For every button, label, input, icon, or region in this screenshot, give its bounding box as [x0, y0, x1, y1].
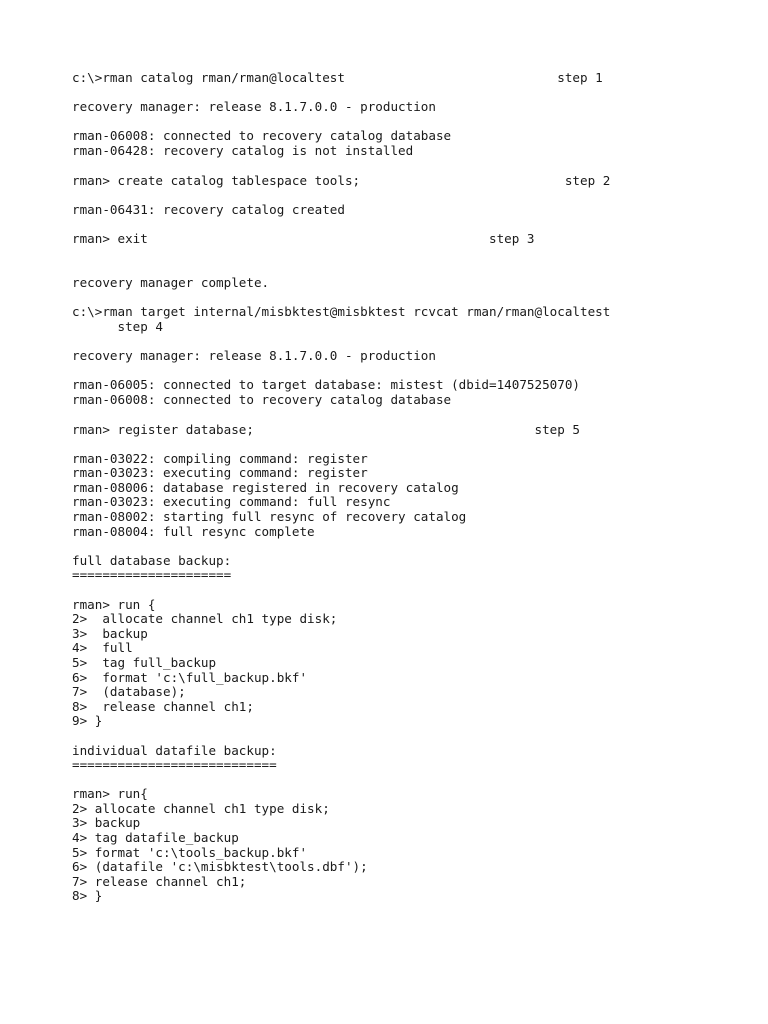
script-line: 5> format 'c:\tools_backup.bkf' — [72, 845, 308, 860]
command-line: rman> register database; step 5 — [72, 422, 580, 437]
script-line: 5> tag full_backup — [72, 655, 217, 670]
output-line: rman-06008: connected to recovery catalog database — [72, 128, 452, 143]
script-line: 3> backup — [72, 815, 141, 830]
script-line: 3> backup — [72, 626, 148, 641]
output-line: rman-03023: executing command: register — [72, 465, 368, 480]
script-line: 6> (datafile 'c:\misbktest\tools.dbf'); — [72, 859, 368, 874]
script-line: 8> release channel ch1; — [72, 699, 254, 714]
section-heading: individual datafile backup: — [72, 743, 277, 758]
command-line: c:\>rman catalog rman/rman@localtest step 1 — [72, 70, 603, 85]
output-line: rman-08002: starting full resync of recovery catalog — [72, 509, 467, 524]
script-line: 7> release channel ch1; — [72, 874, 247, 889]
output-line: recovery manager complete. — [72, 275, 270, 290]
output-line: rman-06428: recovery catalog is not installed — [72, 143, 414, 158]
output-line: rman-06005: connected to target database: mistest (dbid=1407525070) — [72, 377, 580, 392]
output-line: recovery manager: release 8.1.7.0.0 - production — [72, 99, 436, 114]
output-line: rman-06431: recovery catalog created — [72, 202, 345, 217]
output-line: rman-03022: compiling command: register — [72, 451, 368, 466]
command-line: c:\>rman target internal/misbktest@misbktest rcvcat rman/rman@localtest — [72, 304, 611, 319]
output-line: rman-06008: connected to recovery catalog database — [72, 392, 452, 407]
section-underline: =========================== — [72, 757, 277, 772]
script-line: 6> format 'c:\full_backup.bkf' — [72, 670, 308, 685]
script-line: 4> full — [72, 640, 133, 655]
script-line: 2> allocate channel ch1 type disk; — [72, 611, 338, 626]
output-line: rman-08006: database registered in recovery catalog — [72, 480, 459, 495]
output-line: rman-08004: full resync complete — [72, 524, 315, 539]
script-line: rman> run{ — [72, 786, 148, 801]
script-line: rman> run { — [72, 597, 156, 612]
output-line: rman-03023: executing command: full resync — [72, 494, 391, 509]
output-line: recovery manager: release 8.1.7.0.0 - production — [72, 348, 436, 363]
command-line: rman> exit step 3 — [72, 231, 535, 246]
command-line: rman> create catalog tablespace tools; step 2 — [72, 173, 611, 188]
script-line: 4> tag datafile_backup — [72, 830, 239, 845]
script-line: 7> (database); — [72, 684, 186, 699]
script-line: 8> } — [72, 888, 103, 903]
script-line: 2> allocate channel ch1 type disk; — [72, 801, 330, 816]
script-line: 9> } — [72, 713, 103, 728]
step-label: step 4 — [72, 319, 163, 334]
section-underline: ===================== — [72, 567, 232, 582]
section-heading: full database backup: — [72, 553, 232, 568]
